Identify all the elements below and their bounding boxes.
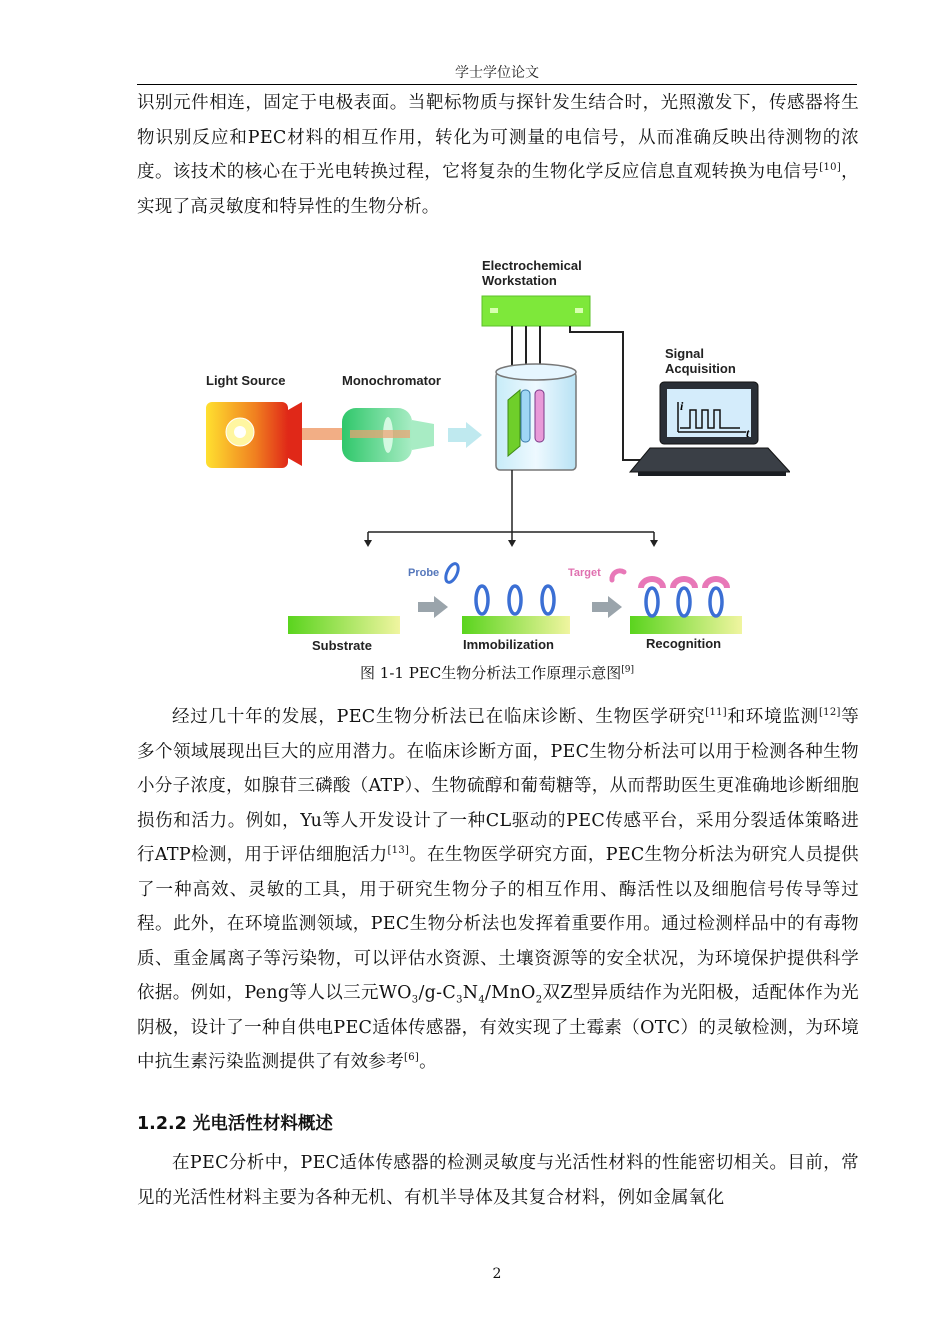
p2-ref-6: [6] xyxy=(404,1052,420,1064)
laptop-screen xyxy=(667,389,751,437)
workstation-port xyxy=(490,308,498,313)
p2-text-b: 和环境监测 xyxy=(727,707,819,727)
p1-ref-10: [10] xyxy=(819,162,842,174)
workstation-port xyxy=(575,308,583,313)
p2-text-c: 等多个领域展现出巨大的应用潜力。在临床诊断方面，PEC生物分析法可以用于检测各种生物小分子浓度，如腺苷三磷酸（ATP）、生物硫醇和葡萄糖等，从而帮助医生更准确地诊断细胞损伤和活力。例如，Yu等人开发设计了一种CL驱动的PEC传感平台，采用分裂适体策略进行ATP检测，用于评估细胞活力 xyxy=(137,707,859,865)
arrow-down-icon xyxy=(364,540,372,547)
target-label: Target xyxy=(568,567,601,579)
figure-caption xyxy=(137,662,857,683)
step-arrow-icon xyxy=(592,596,622,618)
probe-label: Probe xyxy=(408,567,440,579)
monochromator-nozzle xyxy=(412,420,434,450)
laptop-keyboard xyxy=(630,448,790,472)
caption-text: 图 1-1 PEC生物分析法工作原理示意图 xyxy=(360,664,622,682)
p2-text-g: /MnO xyxy=(485,983,536,1003)
laptop-base xyxy=(638,472,786,476)
signal-label-2: Acquisition xyxy=(665,361,736,376)
recognition-bar xyxy=(630,616,742,634)
substrate-bar xyxy=(288,616,400,634)
p2-ref-11: [11] xyxy=(705,707,727,719)
p2-sub: 2 xyxy=(535,994,543,1006)
axis-t-label: t xyxy=(746,426,750,440)
probe-ring xyxy=(678,588,690,616)
paragraph-2 xyxy=(137,700,859,1080)
p2-text-d: 。在生物医学研究方面，PEC生物分析法为研究人员提供了一种高效、灵敏的工具，用于研究生物分子的相互作用、酶活性以及细胞信号传导等过程。此外，在环境监测领域，PEC生物分析法也发挥着重要作用。通过检测样品中的有毒物质、重金属离子等污染物，可以评估水资源、土壤资源等的安全状况，为环境保护提供科学依据。例如，Peng等人以三元WO xyxy=(137,845,859,1003)
workstation-label-2: Workstation xyxy=(482,273,557,288)
running-header: 学士学位论文 xyxy=(455,65,539,81)
probe-icon xyxy=(443,562,461,584)
p2-sub: 4 xyxy=(478,994,486,1006)
p2-ref-12: [12] xyxy=(818,707,841,719)
recognition-label: Recognition xyxy=(646,636,722,651)
reference-electrode xyxy=(521,390,530,442)
page-number: 2 xyxy=(492,1266,502,1282)
monochromator-label: Monochromator xyxy=(342,373,441,388)
arrow-down-icon xyxy=(508,540,516,547)
wire-to-computer xyxy=(570,326,650,460)
p2-text-e: /g-C xyxy=(418,983,457,1003)
beaker-rim xyxy=(496,364,576,380)
inner-beam xyxy=(350,430,410,438)
bulb-core xyxy=(234,426,246,438)
immobilization-bar xyxy=(462,616,570,634)
p2-text-h: 双Z型异质结作为光阳极，适配体作为光阴极，设计了一种自供电PEC适体传感器，有效实现了土霉素（OTC）的灵敏检测，为环境中抗生素污染监测提供了有效参考 xyxy=(137,983,859,1072)
signal-label-1: Signal xyxy=(665,346,705,361)
workstation-box xyxy=(482,296,590,326)
header-rule xyxy=(137,84,857,85)
working-electrode xyxy=(508,390,520,456)
arrow-down-icon xyxy=(650,540,658,547)
p2-ref-13: [13] xyxy=(387,845,410,857)
light-source-nozzle xyxy=(288,402,302,466)
axis-i-label: i xyxy=(680,399,684,413)
probe-ring xyxy=(710,588,722,616)
immobilization-label: Immobilization xyxy=(463,637,554,652)
counter-electrode xyxy=(535,390,544,442)
p1-text-a: 识别元件相连，固定于电极表面。当靶标物质与探针发生结合时，光照激发下，传感器将生物识别反应和PEC材料的相互作用，转化为可测量的电信号，从而准确反映出待测物的浓度。该技术的核心在于光电转换过程，它将复杂的生物化学反应信息直观转换为电信号 xyxy=(137,93,859,182)
p2-sub: 3 xyxy=(411,994,419,1006)
probe-ring xyxy=(542,586,554,614)
target-icon xyxy=(612,571,624,580)
figure-1-1 xyxy=(190,250,790,660)
light-source-label: Light Source xyxy=(206,373,286,388)
p2-text-a: 经过几十年的发展，PEC生物分析法已在临床诊断、生物医学研究 xyxy=(172,707,706,727)
step-arrow-icon xyxy=(418,596,448,618)
substrate-label: Substrate xyxy=(312,638,372,653)
caption-ref: [9] xyxy=(621,665,634,675)
p2-text-i: 。 xyxy=(419,1052,437,1072)
probe-ring xyxy=(509,586,521,614)
probe-ring xyxy=(476,586,488,614)
workstation-label-1: Electrochemical xyxy=(482,258,582,273)
pec-schematic xyxy=(190,250,790,660)
probe-ring xyxy=(646,588,658,616)
paragraph-1 xyxy=(137,86,859,224)
paragraph-3: 在PEC分析中，PEC适体传感器的检测灵敏度与光活性材料的性能密切相关。目前，常见的光活性材料主要为各种无机、有机半导体及其复合材料，例如金属氧化 xyxy=(137,1153,859,1208)
beam-arrow-icon xyxy=(448,422,482,448)
section-heading: 1.2.2 光电活性材料概述 xyxy=(137,1114,333,1134)
p1-text-b: ，实现了高灵敏度和特异性的生物分析。 xyxy=(137,162,859,217)
p2-sub: 3 xyxy=(456,994,463,1006)
p2-text-f: N xyxy=(462,983,479,1003)
